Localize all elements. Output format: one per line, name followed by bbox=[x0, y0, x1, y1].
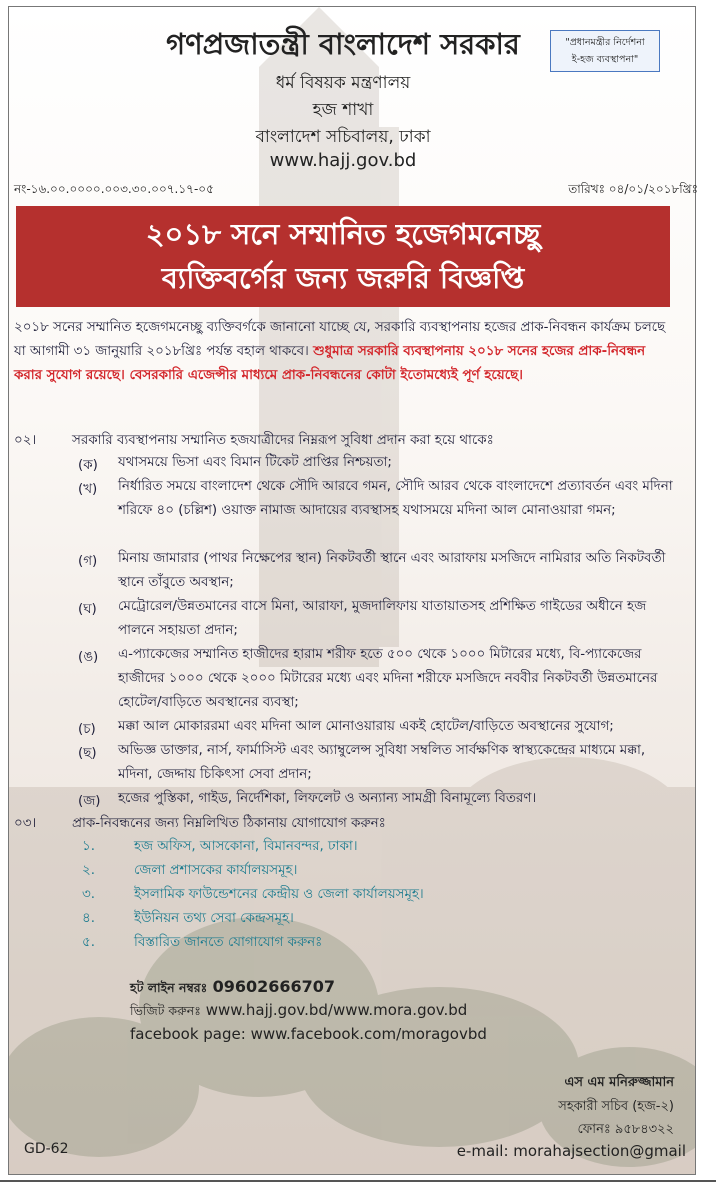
contact-place-label: ৩. bbox=[82, 887, 95, 902]
benefit-label: (খ) bbox=[78, 482, 98, 497]
section-2-number: ০২। bbox=[14, 433, 37, 448]
benefit-item: মেট্রোরেল/উন্নতমানের বাসে মিনা, আরাফা, মুজদালিফায় যাতায়াতসহ প্রশিক্ষিত গাইডের অধীনে হজ পালনে সহায়তা প্রদান; bbox=[118, 599, 647, 638]
hotline bbox=[130, 977, 335, 1000]
intro-paragraph bbox=[14, 316, 674, 388]
benefit-label: (ঙ) bbox=[78, 650, 99, 665]
contact-place-label: ২. bbox=[82, 863, 95, 878]
signatory-name: এস এম মনিরুজ্জামান bbox=[564, 1075, 674, 1090]
contact-place-label: ৪. bbox=[82, 911, 95, 926]
header-website: www.hajj.gov.bd bbox=[269, 150, 417, 171]
signatory-email[interactable]: e-mail: morahajsection@gmail bbox=[456, 1142, 686, 1160]
section-3-heading: প্রাক-নিবন্ধনের জন্য নিম্নলিখিত ঠিকানায় যোগাযোগ করুনঃ bbox=[72, 816, 386, 831]
signatory-designation: সহকারী সচিব (হজ-২) bbox=[558, 1099, 674, 1114]
banner-line-2: ব্যক্তিবর্গের জন্য জরুরি বিজ্ঞপ্তি bbox=[161, 261, 525, 295]
hotline-number: 09602666707 bbox=[212, 977, 336, 996]
tag-line-2: ই-হজ ব্যবস্থাপনা" bbox=[571, 54, 639, 65]
bottom-rule bbox=[0, 1180, 716, 1182]
notice-date: তারিখঃ ০৪/০১/২০১৮খ্রিঃ bbox=[568, 182, 698, 196]
benefit-item: মক্কা আল মোকাররমা এবং মদিনা আল মোনাওয়ারায় একই হোটেল/বাড়িতে অবস্থানের সুযোগ; bbox=[118, 719, 614, 734]
benefit-label: (ঘ) bbox=[78, 602, 97, 617]
contact-place-label: ১. bbox=[82, 839, 95, 854]
banner-line-1: ২০১৮ সনে সম্মানিত হজেগমনেচ্ছু bbox=[145, 217, 541, 251]
visit-label: ভিজিট করুনঃ bbox=[130, 1003, 201, 1018]
branch-name: হজ শাখা bbox=[312, 100, 374, 120]
tag-line-1: "প্রধানমন্ত্রীর নির্দেশনা bbox=[565, 37, 645, 48]
benefit-item: মিনায় জামারার (পাথর নিক্ষেপের স্থান) নিকটবর্তী স্থানে এবং আরাফায় মসজিদে নামিরার অতি নিকটবর্তী স্থানে তাঁবুতে অবস্থান; bbox=[118, 551, 666, 590]
benefit-label: (ক) bbox=[78, 458, 98, 473]
hotline-label: হট লাইন নম্বরঃ bbox=[130, 980, 208, 995]
benefit-label: (চ) bbox=[78, 722, 96, 737]
ministry-name: ধর্ম বিষয়ক মন্ত্রণালয় bbox=[275, 73, 411, 93]
benefit-item: হজের পুস্তিকা, গাইড, নির্দেশিকা, লিফলেট ও অন্যান্য সামগ্রী বিনামূল্যে বিতরণ। bbox=[118, 791, 537, 806]
contact-place: বিস্তারিত জানতে যোগাযোগ করুনঃ bbox=[134, 935, 323, 950]
contact-place-label: ৫. bbox=[82, 935, 95, 950]
intro-highlight: শুধুমাত্র সরকারি ব্যবস্থাপনায় ২০১৮ সনের হজের প্রাক-নিবন্ধন করার সুযোগ রয়েছে। বেসরকারি এজেন্সীর মাধ্যমে প্রাক-নিবন্ধনের কোটা ইতোমধ্যেই পূর্ণ হয়েছে। bbox=[14, 344, 646, 383]
benefit-label: (ছ) bbox=[78, 746, 97, 761]
contact-place: ইউনিয়ন তথ্য সেবা কেন্দ্রসমূহ। bbox=[134, 911, 294, 926]
benefit-item: অভিজ্ঞ ডাক্তার, নার্স, ফার্মাসিস্ট এবং অ্যাম্বুলেন্স সুবিধা সম্বলিত সার্বক্ষণিক স্বাস্থ্যকেন্দ্রের মাধ্যমে মক্কা, মদিনা, জেদ্দায় চিকিৎসা সেবা প্রদান; bbox=[118, 743, 646, 782]
contact-place: হজ অফিস, আসকোনা, বিমানবন্দর, ঢাকা। bbox=[134, 839, 358, 854]
office-address: বাংলাদেশ সচিবালয়, ঢাকা bbox=[255, 127, 431, 147]
intro-text: ২০১৮ সনের সম্মানিত হজেগমনেচ্ছু ব্যক্তিবর্গকে জানানো যাচ্ছে যে, সরকারি ব্যবস্থাপনায় হজের প্রাক-নিবন্ধন কার্যক্রম চলছে যা আগামী ৩১ জানুয়ারি ২০১৮খ্রিঃ পর্যন্ত বহাল থাকবে। bbox=[14, 320, 666, 359]
signatory-phone: ফোনঃ ৯৫৮৪৩২২ bbox=[577, 1122, 674, 1137]
contact-place: ইসলামিক ফাউন্ডেশনের কেন্দ্রীয় ও জেলা কার্যালয়সমূহ। bbox=[134, 887, 424, 902]
section-2-heading: সরকারি ব্যবস্থাপনায় সম্মানিত হজযাত্রীদের নিম্নরূপ সুবিধা প্রদান করা হয়ে থাকেঃ bbox=[72, 433, 494, 448]
contact-place: জেলা প্রশাসকের কার্যালয়সমূহ। bbox=[134, 863, 298, 878]
notice-banner bbox=[16, 206, 670, 307]
section-3-number: ০৩। bbox=[14, 816, 37, 831]
government-title: গণপ্রজাতন্ত্রী বাংলাদেশ সরকার bbox=[166, 27, 520, 61]
benefit-item: যথাসময়ে ভিসা এবং বিমান টিকেট প্রাপ্তির নিশ্চয়তা; bbox=[118, 455, 392, 470]
benefit-item: নির্ধারিত সময়ে বাংলাদেশ থেকে সৌদি আরবে গমন, সৌদি আরব থেকে বাংলাদেশে প্রত্যাবর্তন এবং মদিনা শরিফে ৪০ (চল্লিশ) ওয়াক্ত নামাজ আদায়ের ব্যবস্থাসহ যথাসময়ে মদিনা আল মোনাওয়ারা গমন; bbox=[118, 479, 673, 518]
ad-code: GD-62 bbox=[24, 1141, 69, 1157]
e-hajj-tag-box bbox=[550, 30, 660, 72]
benefit-label: (জ) bbox=[78, 794, 101, 809]
visit-line bbox=[130, 1001, 467, 1023]
benefit-label: (গ) bbox=[78, 554, 98, 569]
reference-number: নং-১৬.০০.০০০০.০০৩.৩০.০০৭.১৭-০৫ bbox=[14, 182, 214, 196]
visit-url[interactable]: www.hajj.gov.bd/www.mora.gov.bd bbox=[205, 1001, 468, 1019]
benefit-item: এ-প্যাকেজের সম্মানিত হাজীদের হারাম শরীফ হতে ৫০০ থেকে ১০০০ মিটারের মধ্যে, বি-প্যাকেজের হাজীদের ১০০০ থেকে ২০০০ মিটারের মধ্যে এবং মদিনা শরীফে মসজিদে নববীর নিকটবর্তী উন্নতমানের হোটেল/বাড়িতে অবস্থানের ব্যবস্থা; bbox=[118, 647, 658, 710]
facebook-page[interactable]: facebook page: www.facebook.com/moragovbd bbox=[130, 1025, 487, 1043]
